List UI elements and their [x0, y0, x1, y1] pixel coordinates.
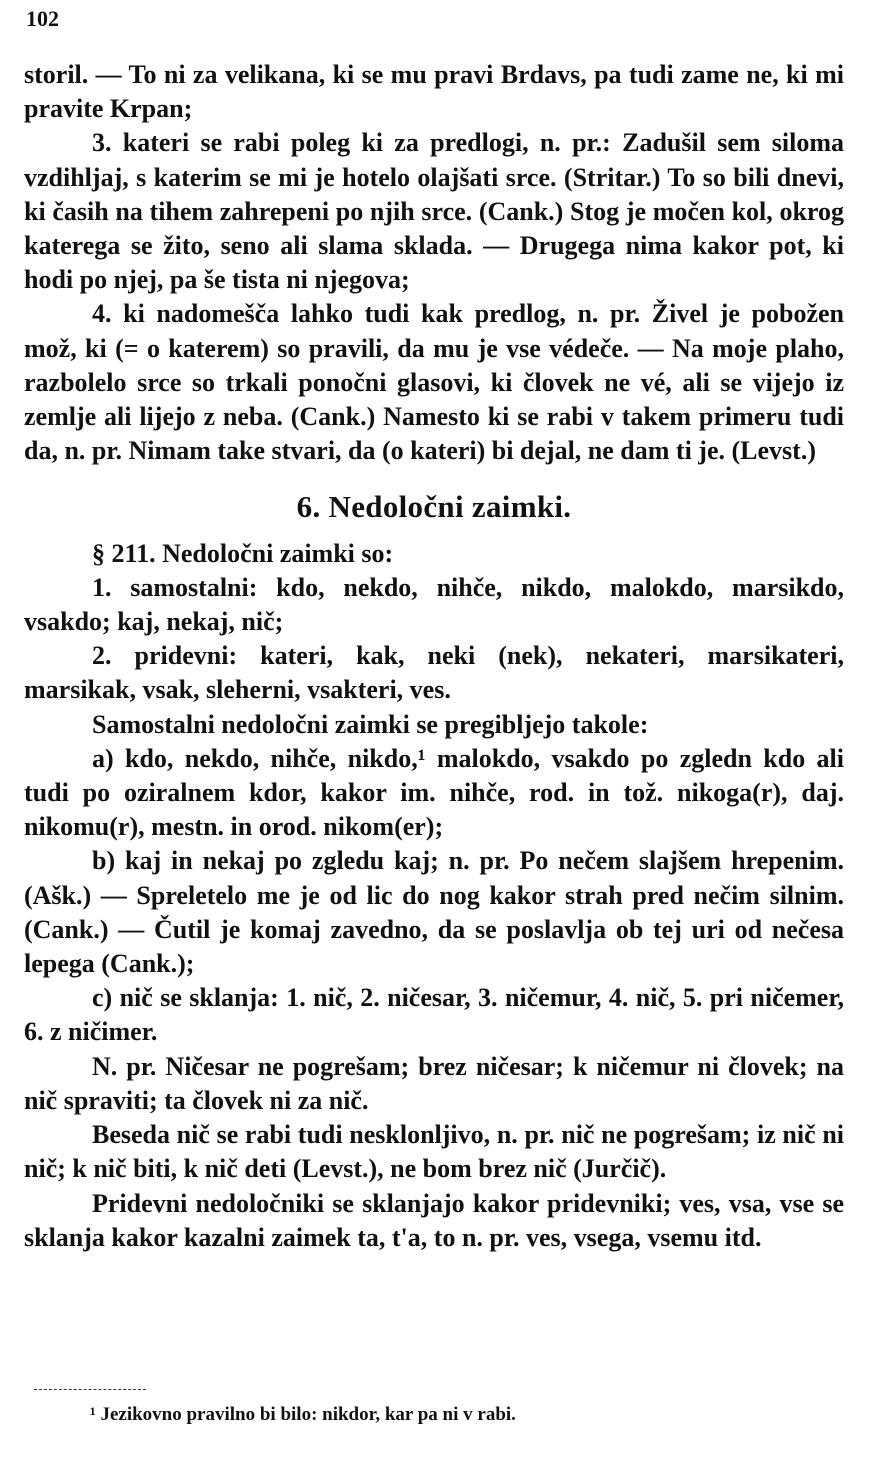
footnote: ¹ Jezikovno pravilno bi bilo: nikdor, kar pa ni v rabi.	[90, 1404, 516, 1425]
paragraph: 1. samostalni: kdo, nekdo, nihče, nikdo, malokdo, marsikdo, vsakdo; kaj, nekaj, nič;	[24, 572, 844, 637]
paragraph: storil. — To ni za velikana, ki se mu pravi Brdavs, pa tudi zame ne, ki mi pravite Krpan;	[24, 60, 844, 124]
paragraph: b) kaj in nekaj po zgledu kaj; n. pr. Po nečem slajšem hrepenim. (Ašk.) — Spreletelo me je od lic do nog kakor strah pred nečim silnim. (Cank.) — Čutil je komaj zavedno, da se poslavlja ob tej uri od nečesa lepega (Cank.);	[24, 846, 844, 979]
paragraph: Samostalni nedoločni zaimki se pregibljejo takole:	[92, 709, 649, 739]
section-heading: 6. Nedoločni zaimki.	[296, 489, 572, 525]
footnote-divider	[34, 1389, 146, 1390]
paragraph: c) nič se sklanja: 1. nič, 2. ničesar, 3. ničemur, 4. nič, 5. pri ničemer, 6. z ničimer.	[24, 983, 844, 1047]
paragraph: Pridevni nedoločniki se sklanjajo kakor pridevniki; ves, vsa, vse se sklanja kakor kazalni zaimek ta, t'a, to n. pr. ves, vsega, vsemu itd.	[24, 1188, 844, 1252]
paragraph: 4. ki nadomešča lahko tudi kak predlog, n. pr. Živel je pobožen mož, ki (= o katerem) so pravili, da mu je vse védeče. — Na moje plaho, razbolelo srce so trkali ponočni glasovi, ki človek ne vé, ali se vijejo iz zemlje ali lijejo z neba. (Cank.) Namesto ki se rabi v takem primeru tudi da, n. pr. Nimam take stvari, da (o kateri) bi dejal, ne dam ti je. (Levst.)	[24, 299, 844, 466]
paragraph: Beseda nič se rabi tudi nesklonljivo, n. pr. nič ne pogrešam; iz nič ni nič; k nič biti, k nič deti (Levst.), ne bom brez nič (Jurčič).	[24, 1120, 844, 1184]
paragraph: § 211. Nedoločni zaimki so:	[92, 538, 394, 568]
paragraph: 3. kateri se rabi poleg ki za predlogi, n. pr.: Zadušil sem siloma vzdihljaj, s katerim se mi je hotelo olajšati srce. (Stritar.) To so bili dnevi, ki časih na tihem zahrepeni po njih srce. (Cank.) Stog je močen kol, okrog katerega se žito, seno ali slama sklada. — Drugega nima kakor pot, ki hodi po njej, pa še tista ni njegova;	[24, 128, 844, 295]
paragraph: N. pr. Ničesar ne pogrešam; brez ničesar; k ničemur ni človek; na nič spraviti; ta človek ni za nič.	[24, 1051, 844, 1115]
page-number: 102	[26, 6, 59, 31]
paragraph: a) kdo, nekdo, nihče, nikdo,¹ malokdo, vsakdo po zgledn kdo ali tudi po oziralnem kdor, kakor im. nihče, rod. in tož. nikoga(r), daj. nikomu(r), mestn. in orod. nikom(er);	[24, 743, 844, 842]
paragraph: 2. pridevni: kateri, kak, neki (nek), nekateri, marsikateri, marsikak, vsak, sleherni, vsakteri, ves.	[24, 641, 844, 705]
body-text	[24, 58, 844, 1255]
